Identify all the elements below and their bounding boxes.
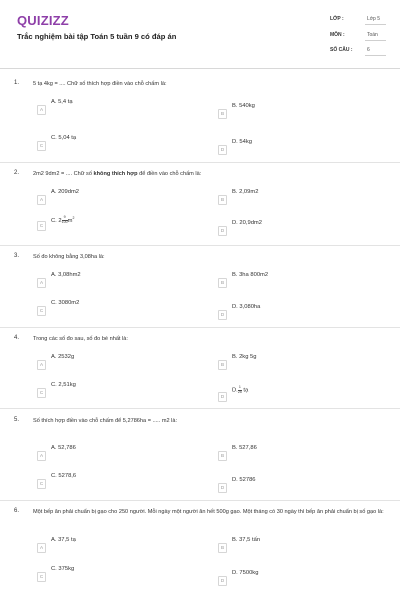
option-letter: C	[37, 306, 46, 316]
option-letter: D	[218, 392, 227, 402]
option-a[interactable]	[37, 537, 187, 551]
question-text: Một bếp ăn phải chuẩn bị gạo cho 250 người. Mỗi ngày một người ăn hết 500g gạo. Một tháng có 30 ngày thì bếp ăn phải chuẩn bị số gạo là:	[33, 509, 384, 515]
option-text	[51, 216, 74, 224]
option-a[interactable]	[37, 272, 187, 286]
meta-subject	[330, 29, 386, 41]
option-letter: B	[218, 451, 227, 461]
option-letter: C	[37, 479, 46, 489]
question-text	[33, 170, 388, 179]
fraction-numerator: 1	[238, 385, 241, 389]
option-text: B. 2kg 5g	[232, 354, 257, 360]
meta-subject-value: Toán	[367, 32, 378, 38]
option-c[interactable]	[37, 473, 187, 487]
option-c[interactable]	[37, 382, 187, 396]
fraction-numerator: 9	[63, 215, 66, 220]
option-text-exponent: 2	[72, 216, 75, 220]
option-c[interactable]	[37, 300, 187, 314]
meta-class-label: LỚP :	[330, 16, 344, 22]
option-d[interactable]	[218, 220, 368, 234]
option-letter: C	[37, 221, 46, 231]
meta-count-line	[365, 55, 386, 56]
option-letter: B	[218, 195, 227, 205]
header-divider	[0, 68, 400, 69]
option-a[interactable]	[37, 354, 187, 368]
option-text-unit: tạ	[241, 387, 249, 394]
option-letter: D	[218, 226, 227, 236]
option-text: A. 209dm2	[51, 189, 80, 195]
option-text: A. 3,08hm2	[51, 272, 81, 278]
option-text: C. 5,04 tạ	[51, 135, 77, 141]
option-letter: B	[218, 278, 227, 288]
question-divider	[0, 162, 400, 163]
question-number: 5.	[14, 417, 20, 423]
option-b[interactable]	[218, 537, 368, 551]
option-text: B. 3ha 800m2	[232, 272, 269, 278]
meta-count-value: 6	[367, 47, 370, 53]
meta-class-line	[365, 24, 386, 25]
question-text: 5 tạ 4kg = .... Chữ số thích hợp điền vào chỗ chấm là:	[33, 81, 167, 87]
option-c[interactable]	[37, 566, 187, 580]
meta-class	[330, 13, 386, 25]
option-text: D. 7500kg	[232, 570, 259, 576]
option-letter: A	[37, 105, 46, 115]
option-letter: A	[37, 543, 46, 553]
option-b[interactable]	[218, 272, 368, 286]
option-text: D. 20,9dm2	[232, 220, 262, 226]
option-text: A. 37,5 tạ	[51, 537, 76, 543]
option-text: C. 375kg	[51, 566, 75, 572]
option-c[interactable]	[37, 135, 187, 149]
option-d[interactable]	[218, 570, 368, 584]
fraction-denominator: 25	[237, 389, 242, 394]
quizizz-logo: QUIZIZZ	[17, 13, 69, 28]
option-letter: D	[218, 576, 227, 586]
option-letter: D	[218, 483, 227, 493]
question-divider	[0, 500, 400, 501]
option-text: D. 3,080ha	[232, 304, 261, 310]
question-text-emphasis: không thích hợp	[93, 171, 138, 177]
option-letter: C	[37, 388, 46, 398]
meta-subject-label: MÔN :	[330, 32, 345, 38]
worksheet-header	[0, 0, 400, 68]
option-b[interactable]	[218, 445, 368, 459]
option-text: A. 5,4 tạ	[51, 99, 73, 105]
option-b[interactable]	[218, 103, 368, 117]
option-d[interactable]	[218, 139, 368, 153]
question-number: 4.	[14, 335, 20, 341]
option-text: C. 2,51kg	[51, 382, 76, 388]
option-c[interactable]	[37, 215, 187, 229]
question-divider	[0, 408, 400, 409]
option-text-prefix: C. 2	[51, 217, 62, 224]
option-letter: A	[37, 278, 46, 288]
option-letter: D	[218, 310, 227, 320]
option-d[interactable]	[218, 304, 368, 318]
option-letter: B	[218, 543, 227, 553]
option-letter: C	[37, 141, 46, 151]
question-text: Số đo không bằng 3,08ha là:	[33, 254, 105, 260]
option-text: A. 2532g	[51, 354, 75, 360]
meta-count	[330, 44, 386, 56]
option-b[interactable]	[218, 189, 368, 203]
question-text: Trong các số đo sau, số đo bé nhất là:	[33, 336, 128, 342]
option-letter: C	[37, 572, 46, 582]
option-letter: D	[218, 145, 227, 155]
option-a[interactable]	[37, 189, 187, 203]
question-text: Số thích hợp điền vào chỗ chấm để 5,2786ha = ..... m2 là:	[33, 418, 178, 424]
option-d[interactable]	[218, 477, 368, 491]
question-divider	[0, 245, 400, 246]
option-text: B. 2,09m2	[232, 189, 259, 195]
question-text-start: 2m2 9dm2 = .... Chữ số	[33, 171, 94, 177]
question-number: 3.	[14, 253, 20, 259]
question-number: 6.	[14, 508, 20, 514]
option-text: B. 527,86	[232, 445, 257, 451]
question-number: 2.	[14, 170, 20, 176]
option-a[interactable]	[37, 99, 187, 113]
option-d[interactable]	[218, 386, 368, 400]
meta-class-value: Lớp 5	[367, 16, 381, 22]
option-letter: B	[218, 109, 227, 119]
fraction-denominator: 100	[61, 219, 68, 224]
option-text-prefix: D.	[232, 387, 238, 394]
question-number: 1.	[14, 80, 20, 86]
option-text: C. 5278,6	[51, 473, 77, 479]
option-text: D. 54kg	[232, 139, 252, 145]
question-divider	[0, 327, 400, 328]
option-text: A. 52,786	[51, 445, 76, 451]
meta-subject-line	[365, 40, 386, 41]
option-letter: A	[37, 451, 46, 461]
option-text: D. 52786	[232, 477, 256, 483]
option-text-unit: m	[67, 217, 73, 224]
option-letter: A	[37, 195, 46, 205]
question-text-end: để điền vào chỗ chấm là:	[137, 171, 202, 177]
option-a[interactable]	[37, 445, 187, 459]
meta-count-label: SỐ CÂU :	[330, 47, 353, 53]
option-b[interactable]	[218, 354, 368, 368]
option-text: B. 37,5 tấn	[232, 537, 261, 543]
option-text: C. 3080m2	[51, 300, 80, 306]
option-text: B. 540kg	[232, 103, 255, 109]
option-letter: A	[37, 360, 46, 370]
worksheet-title: Trắc nghiệm bài tập Toán 5 tuần 9 có đáp án	[17, 32, 177, 41]
option-letter: B	[218, 360, 227, 370]
option-text	[232, 386, 248, 394]
